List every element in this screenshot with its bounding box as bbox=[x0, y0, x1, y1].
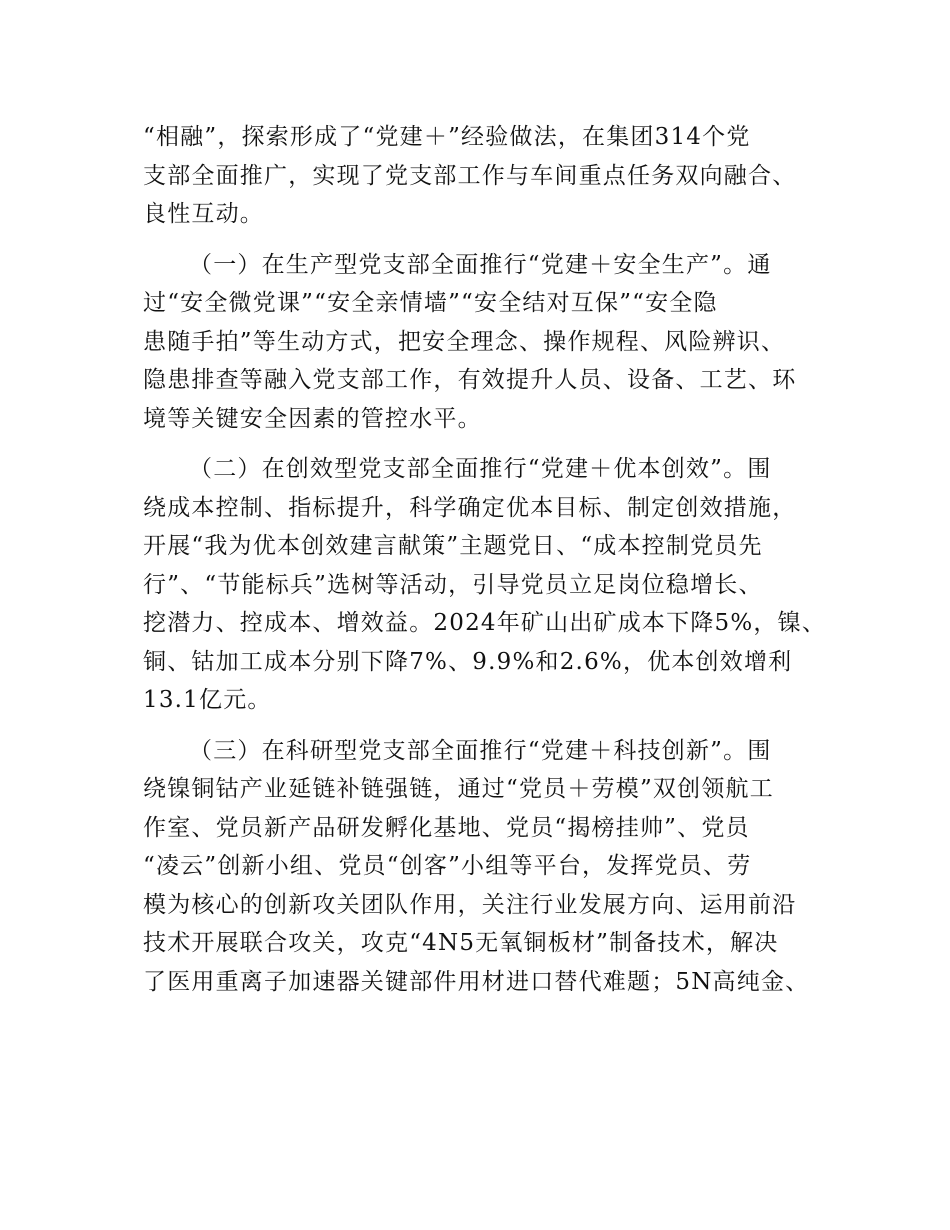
text-line: 绕镍铜钴产业延链补链强链，通过“党员＋劳模”双创领航工 bbox=[143, 776, 774, 802]
text-line: 铜、钴加工成本分别下降7%、9.9%和2.6%，优本创效增利 bbox=[143, 648, 793, 675]
text-line: 行”、“节能标兵”选树等活动，引导党员立足岗位稳增长、 bbox=[143, 571, 763, 598]
text-line: 了医用重离子加速器关键部件用材进口替代难题；5N高纯金、 bbox=[143, 968, 810, 995]
text-line: 绕成本控制、指标提升，科学确定优本目标、制定创效措施， bbox=[143, 494, 797, 521]
text-line: 良性互动。 bbox=[143, 201, 264, 227]
text-line: 13.1亿元。 bbox=[143, 687, 272, 713]
text-line: “相融”，探索形成了“党建＋”经验做法，在集团314个党 bbox=[143, 124, 751, 150]
text-line: 患随手拍”等生动方式，把安全理念、操作规程、风险辨识、 bbox=[143, 328, 786, 355]
text-line: 过“安全微党课”“安全亲情墙”“安全结对互保”“安全隐 bbox=[143, 290, 718, 316]
paragraph-tech-innovation bbox=[143, 732, 823, 1002]
text-line: 开展“我为优本创效建言献策”主题党日、“成本控制党员先 bbox=[143, 533, 763, 559]
paragraph-safety-production bbox=[143, 246, 823, 439]
text-line: “凌云”创新小组、党员“创客”小组等平台，发挥党员、劳 bbox=[143, 853, 752, 879]
text-line: 模为核心的创新攻关团队作用，关注行业发展方向、运用前沿 bbox=[143, 891, 797, 918]
text-line: （一）在生产型党支部全面推行“党建＋安全生产”。通 bbox=[189, 251, 772, 278]
text-line: 支部全面推广，实现了党支部工作与车间重点任务双向融合、 bbox=[143, 162, 797, 189]
text-line: 技术开展联合攻关，攻克“4N5无氧铜板材”制备技术，解决 bbox=[143, 930, 779, 956]
text-line: 隐患排查等融入党支部工作，有效提升人员、设备、工艺、环 bbox=[143, 367, 797, 393]
body-text bbox=[143, 118, 827, 1001]
text-line: 挖潜力、控成本、增效益。2024年矿山出矿成本下降5%，镍、 bbox=[143, 610, 827, 636]
text-line: 作室、党员新产品研发孵化基地、党员“揭榜挂帅”、党员 bbox=[143, 814, 750, 841]
text-line: （三）在科研型党支部全面推行“党建＋科技创新”。围 bbox=[189, 737, 772, 764]
paragraph-intro bbox=[143, 118, 823, 234]
text-line: 境等关键安全因素的管控水平。 bbox=[143, 405, 482, 432]
paragraph-cost-efficiency bbox=[143, 450, 827, 720]
text-line: （二）在创效型党支部全面推行“党建＋优本创效”。围 bbox=[189, 456, 772, 482]
